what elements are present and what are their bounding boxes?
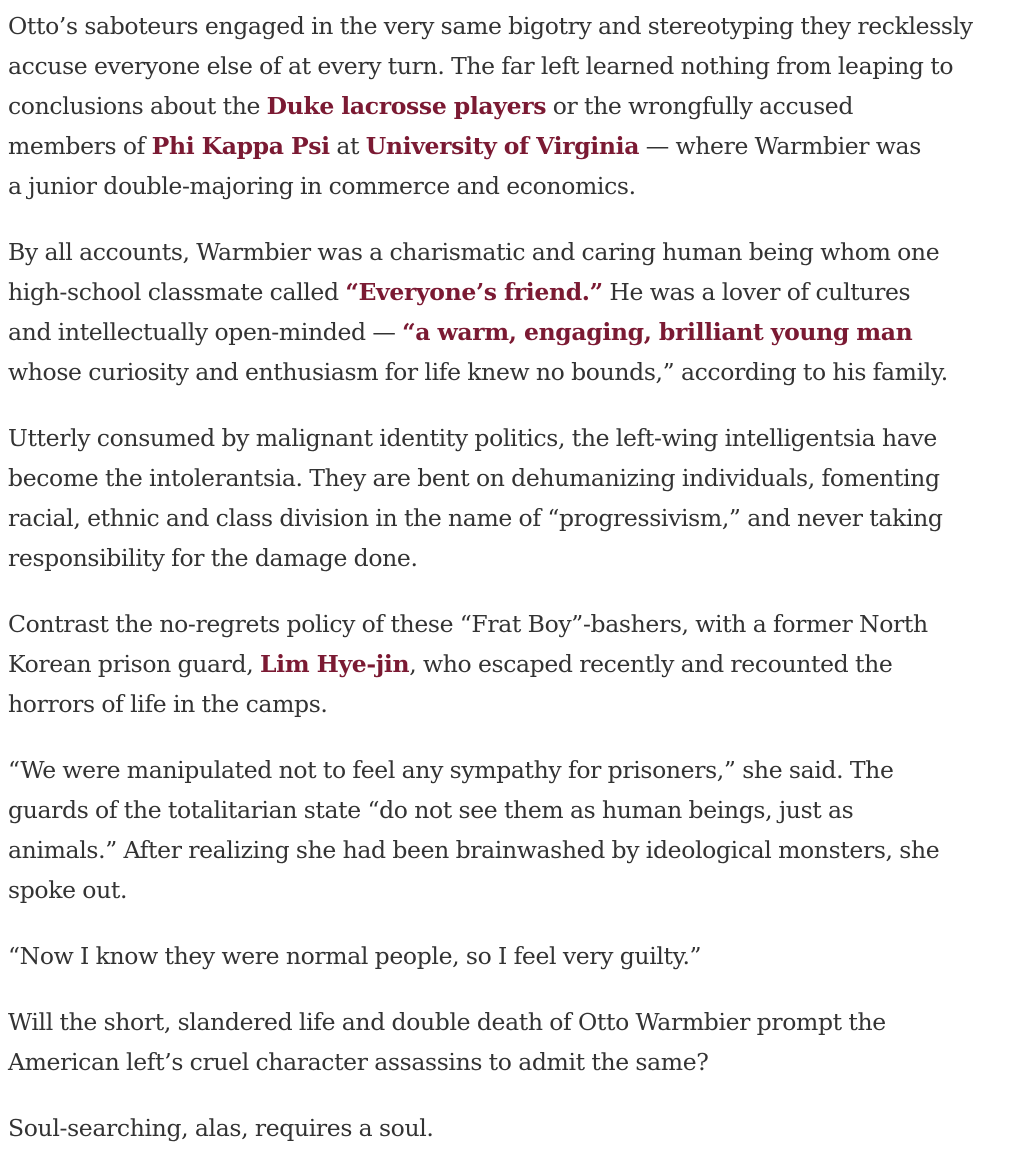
text-run: Will the short, slandered life and double death of Otto Warmbier prompt the bbox=[8, 1008, 886, 1036]
text-run: a junior double-majoring in commerce and economics. bbox=[8, 172, 636, 200]
text-line bbox=[8, 418, 1008, 458]
article-paragraph bbox=[8, 1002, 1008, 1082]
text-run: high-school classmate called bbox=[8, 278, 346, 306]
text-run: guards of the totalitarian state “do not see them as human beings, just as bbox=[8, 796, 854, 824]
article-paragraph bbox=[8, 750, 1008, 910]
text-run: or the wrongfully accused bbox=[546, 92, 854, 120]
text-run: accuse everyone else of at every turn. The far left learned nothing from leaping to bbox=[8, 52, 954, 80]
text-run: Contrast the no-regrets policy of these “Frat Boy”-bashers, with a former North bbox=[8, 610, 928, 638]
text-line bbox=[8, 750, 1008, 790]
text-run: members of bbox=[8, 132, 152, 160]
text-run: horrors of life in the camps. bbox=[8, 690, 328, 718]
text-line bbox=[8, 458, 1008, 498]
article-paragraph bbox=[8, 418, 1008, 578]
text-run: racial, ethnic and class division in the name of “progressivism,” and never taking bbox=[8, 504, 943, 532]
text-line bbox=[8, 1042, 1008, 1082]
text-line bbox=[8, 46, 1008, 86]
text-run: Utterly consumed by malignant identity politics, the left-wing intelligentsia have bbox=[8, 424, 937, 452]
text-line bbox=[8, 936, 1008, 976]
text-line bbox=[8, 166, 1008, 206]
text-line bbox=[8, 538, 1008, 578]
text-run: Otto’s saboteurs engaged in the very same bigotry and stereotyping they recklessly bbox=[8, 12, 973, 40]
text-line bbox=[8, 272, 1008, 312]
text-line bbox=[8, 352, 1008, 392]
text-line bbox=[8, 6, 1008, 46]
text-run: and intellectually open-minded — bbox=[8, 318, 403, 346]
text-run: become the intolerantsia. They are bent on dehumanizing individuals, fomenting bbox=[8, 464, 940, 492]
text-run: spoke out. bbox=[8, 876, 128, 904]
text-run: “We were manipulated not to feel any sympathy for prisoners,” she said. The bbox=[8, 756, 894, 784]
article-paragraph bbox=[8, 1108, 1008, 1148]
text-run: He was a lover of cultures bbox=[602, 278, 911, 306]
text-line bbox=[8, 126, 1008, 166]
text-line bbox=[8, 604, 1008, 644]
article-paragraph bbox=[8, 604, 1008, 724]
text-line bbox=[8, 870, 1008, 910]
text-line bbox=[8, 312, 1008, 352]
text-run: at bbox=[329, 132, 366, 160]
text-line bbox=[8, 790, 1008, 830]
text-line bbox=[8, 86, 1008, 126]
text-line bbox=[8, 830, 1008, 870]
text-line bbox=[8, 644, 1008, 684]
duke-lacrosse-link[interactable]: Duke lacrosse players bbox=[266, 92, 547, 120]
text-line bbox=[8, 684, 1008, 724]
article-paragraph bbox=[8, 936, 1008, 976]
text-run: , who escaped recently and recounted the bbox=[409, 650, 893, 678]
text-run: animals.” After realizing she had been brainwashed by ideological monsters, she bbox=[8, 836, 940, 864]
text-line bbox=[8, 232, 1008, 272]
text-line bbox=[8, 1108, 1008, 1148]
everyones-friend-link[interactable]: “Everyone’s friend.” bbox=[345, 278, 603, 306]
text-run: Korean prison guard, bbox=[8, 650, 260, 678]
text-run: American left’s cruel character assassins to admit the same? bbox=[8, 1048, 709, 1076]
text-run: responsibility for the damage done. bbox=[8, 544, 418, 572]
text-line bbox=[8, 1002, 1008, 1042]
text-run: conclusions about the bbox=[8, 92, 267, 120]
lim-hye-jin-link[interactable]: Lim Hye-jin bbox=[260, 650, 410, 678]
article-paragraph bbox=[8, 6, 1008, 206]
article-paragraph bbox=[8, 232, 1008, 392]
family-statement-link[interactable]: “a warm, engaging, brilliant young man bbox=[402, 318, 913, 346]
text-line bbox=[8, 498, 1008, 538]
text-run: whose curiosity and enthusiasm for life knew no bounds,” according to his family. bbox=[8, 358, 948, 386]
text-run: “Now I know they were normal people, so I feel very guilty.” bbox=[8, 942, 702, 970]
university-of-virginia-link[interactable]: University of Virginia bbox=[365, 132, 640, 160]
phi-kappa-psi-link[interactable]: Phi Kappa Psi bbox=[151, 132, 330, 160]
text-run: Soul-searching, alas, requires a soul. bbox=[8, 1114, 434, 1142]
text-run: — where Warmbier was bbox=[639, 132, 921, 160]
text-run: By all accounts, Warmbier was a charismatic and caring human being whom one bbox=[8, 238, 940, 266]
